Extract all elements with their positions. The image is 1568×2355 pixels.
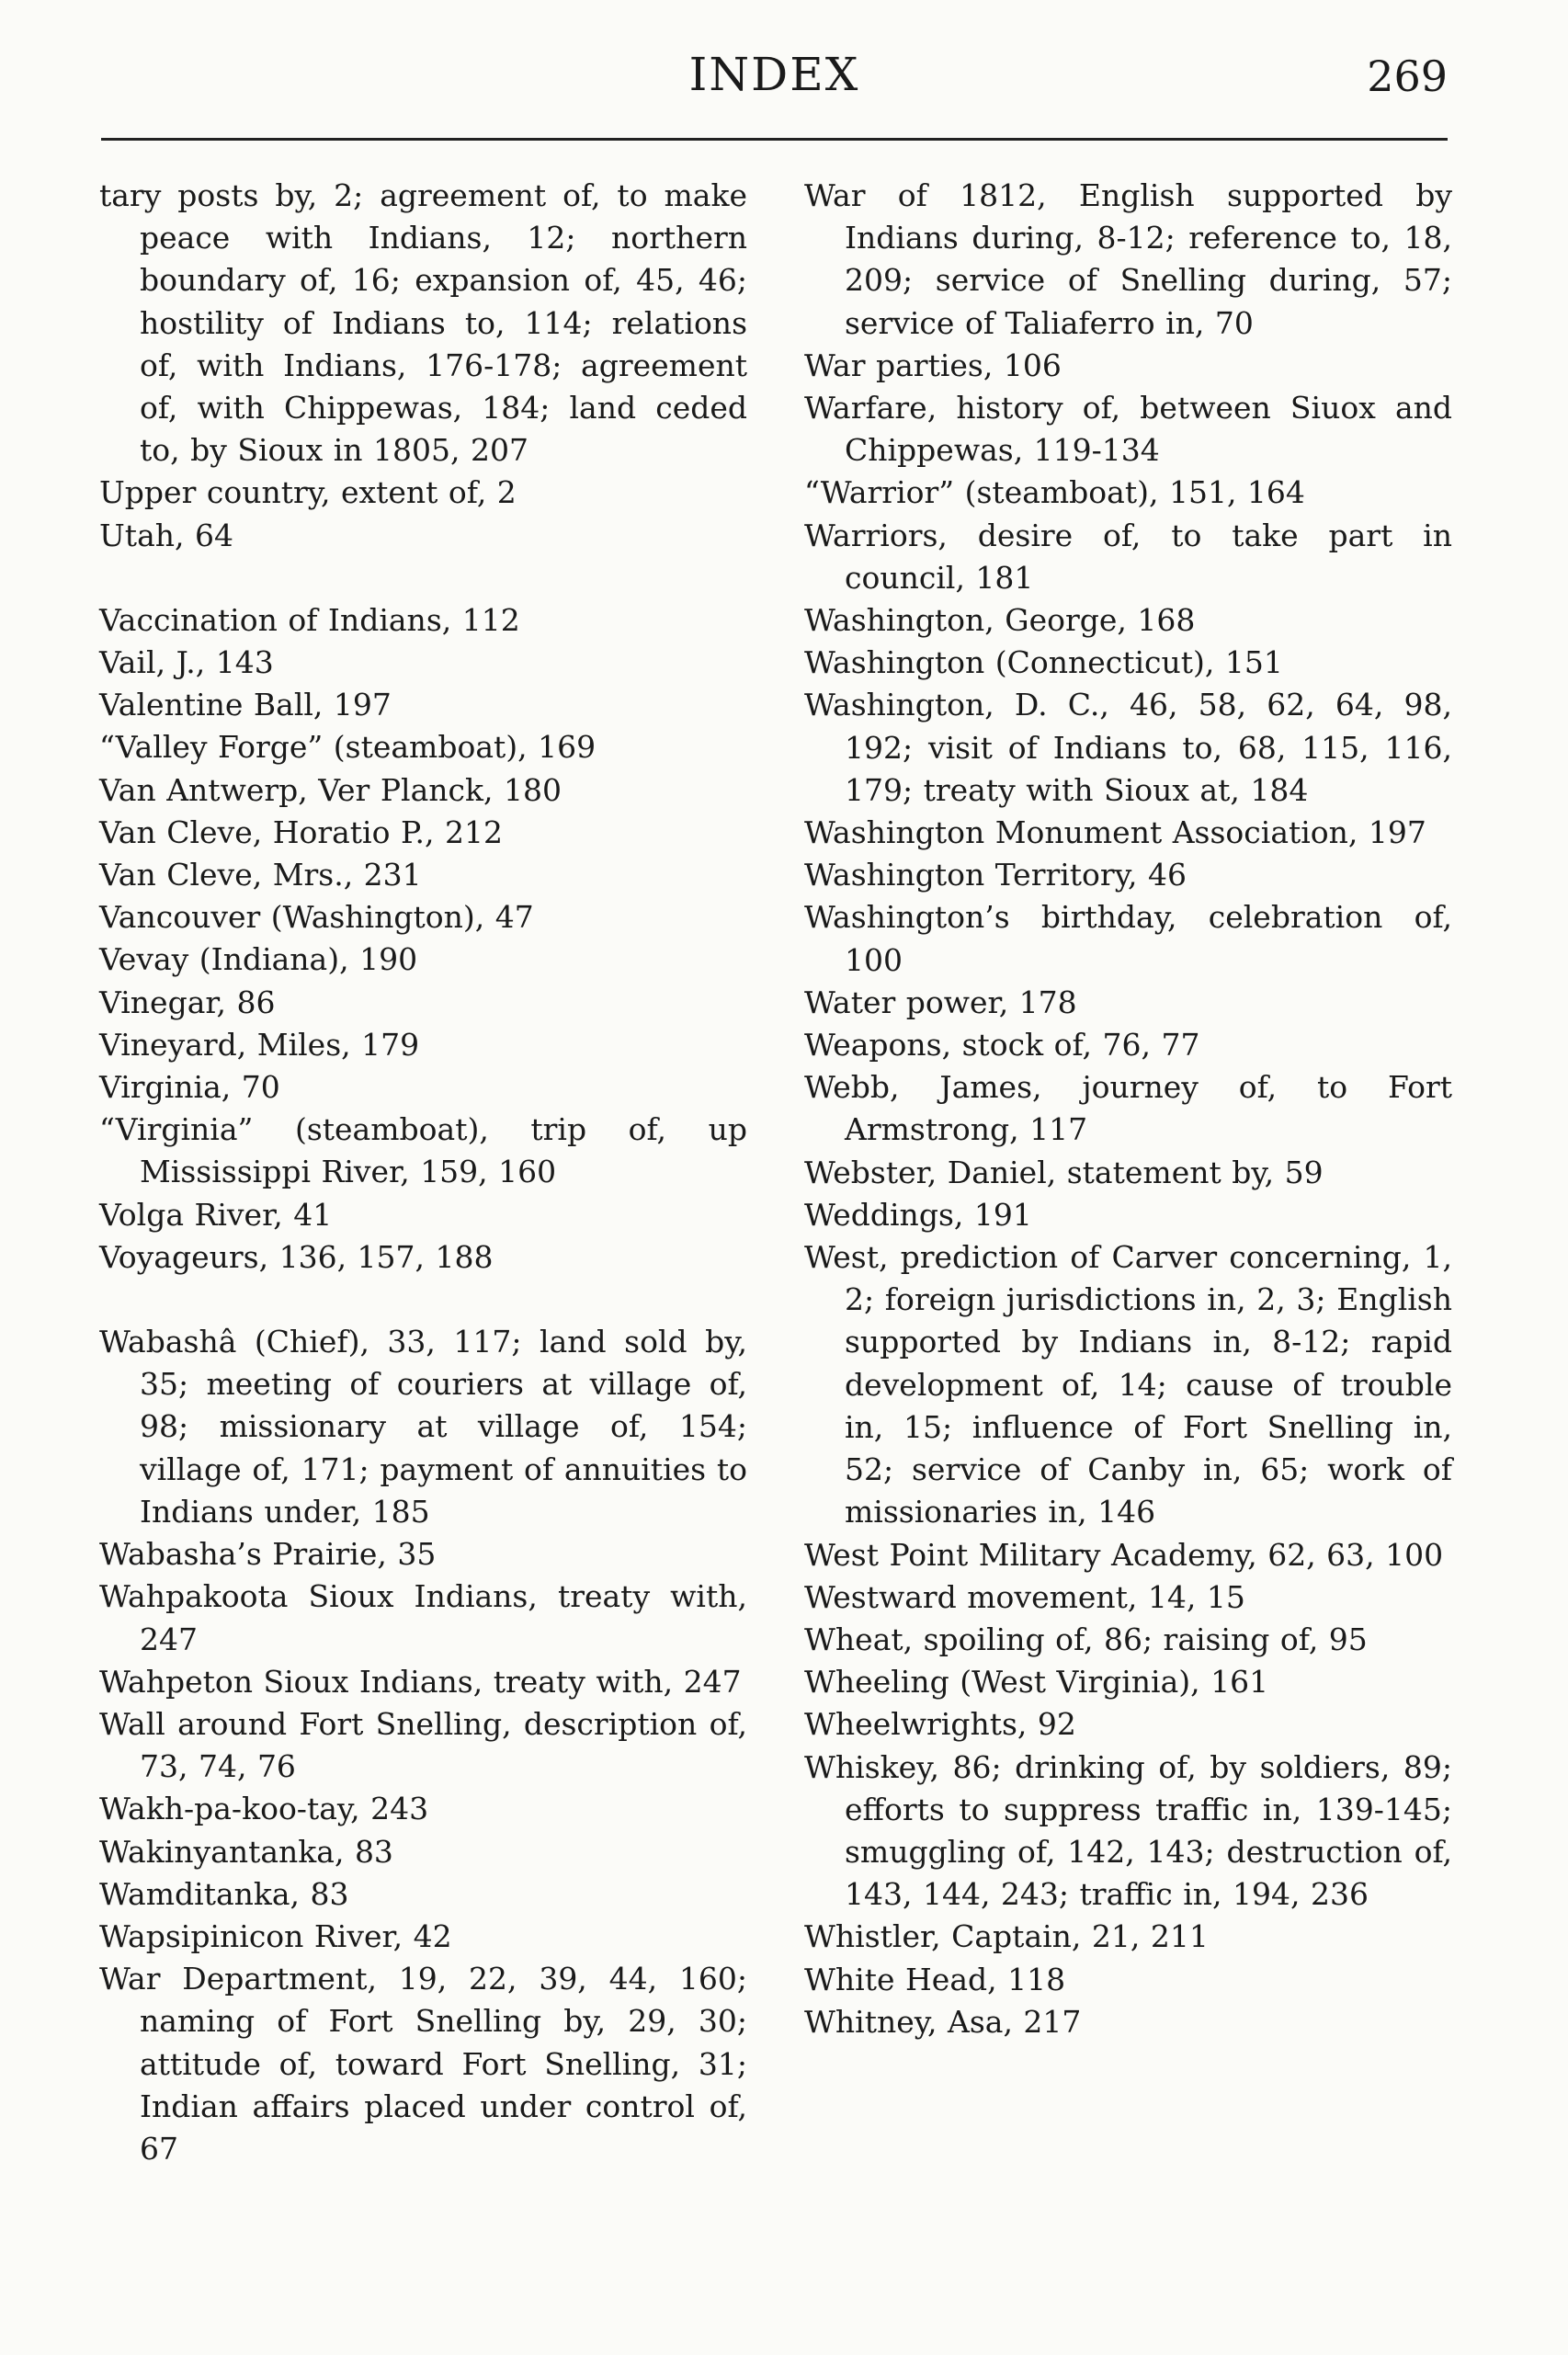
index-entry: Utah, 64 bbox=[99, 517, 233, 553]
index-entry: War Department, 19, 22, 39, 44, 160; naming of Fort Snelling by, 29, 30; attitude of, toward Fort Snelling, 31; Indian affairs placed under control of, 67 bbox=[99, 1961, 747, 2167]
index-entry: Water power, 178 bbox=[804, 984, 1077, 1020]
index-entry: Warriors, desire of, to take part in council, 181 bbox=[804, 517, 1452, 596]
index-entry: Washington Monument Association, 197 bbox=[804, 814, 1426, 851]
index-entry: Wahpeton Sioux Indians, treaty with, 247 bbox=[99, 1663, 742, 1700]
index-entry: Vevay (Indiana), 190 bbox=[99, 941, 418, 978]
index-entry: War of 1812, English supported by Indians during, 8-12; reference to, 18, 209; service of Snelling during, 57; service of Taliaferro in, 70 bbox=[804, 177, 1452, 341]
index-entry: Vail, J., 143 bbox=[99, 644, 274, 681]
index-entry: Washington Territory, 46 bbox=[804, 857, 1187, 893]
index-entry: Wahpakoota Sioux Indians, treaty with, 247 bbox=[99, 1578, 747, 1657]
index-entry: Wabasha’s Prairie, 35 bbox=[99, 1536, 437, 1573]
index-entry: West, prediction of Carver concerning, 1, 2; foreign jurisdictions in, 2, 3; English supported by Indians in, 8-12; rapid development of, 14; cause of trouble in, 15; influence of Fort Snelling in, 52; service of Canby in, 65; work of missionaries in, 146 bbox=[804, 1239, 1452, 1530]
index-entry: Van Antwerp, Ver Planck, 180 bbox=[99, 771, 562, 808]
index-entry: West Point Military Academy, 62, 63, 100 bbox=[804, 1536, 1444, 1573]
index-entry: tary posts by, 2; agreement of, to make peace with Indians, 12; northern boundary of, 16; expansion of, 45, 46; hostility of Indians to, 114; relations of, with Indians, 176-178; agreement of, with Chippewas, 184; land ceded to, by Sioux in 1805, 207 bbox=[99, 177, 747, 469]
page-number: 269 bbox=[1367, 51, 1448, 101]
index-entry: Weapons, stock of, 76, 77 bbox=[804, 1027, 1200, 1064]
index-entry: Van Cleve, Mrs., 231 bbox=[99, 857, 422, 893]
index-entry: Virginia, 70 bbox=[99, 1069, 280, 1106]
index-entry: Wheeling (West Virginia), 161 bbox=[804, 1664, 1269, 1701]
index-entry: Wapsipinicon River, 42 bbox=[99, 1917, 452, 1954]
index-entry: Wakinyantanka, 83 bbox=[99, 1833, 393, 1870]
index-entry: Voyageurs, 136, 157, 188 bbox=[99, 1238, 494, 1275]
index-entry: Upper country, extent of, 2 bbox=[99, 474, 517, 511]
index-entry: Vaccination of Indians, 112 bbox=[99, 601, 520, 638]
page-header bbox=[101, 48, 1448, 112]
index-entry: Volga River, 41 bbox=[99, 1196, 333, 1233]
index-entry: Weddings, 191 bbox=[804, 1196, 1032, 1233]
header-rule bbox=[101, 138, 1448, 141]
index-entry: Whiskey, 86; drinking of, by soldiers, 89; efforts to suppress traffic in, 139-145; smuggling of, 142, 143; destruction of, 143, 144, 243; traffic in, 194, 236 bbox=[804, 1748, 1452, 1913]
index-entry: Van Cleve, Horatio P., 212 bbox=[99, 813, 503, 850]
index-entry: Washington (Connecticut), 151 bbox=[804, 644, 1283, 681]
index-entry: Vineyard, Miles, 179 bbox=[99, 1026, 420, 1063]
index-entry: War parties, 106 bbox=[804, 347, 1062, 383]
index-entry: Washington’s birthday, celebration of, 100 bbox=[804, 899, 1452, 978]
index-entry: Webster, Daniel, statement by, 59 bbox=[804, 1154, 1324, 1190]
index-entry: Wall around Fort Snelling, description of, 73, 74, 76 bbox=[99, 1705, 747, 1785]
index-entry: Washington, George, 168 bbox=[804, 602, 1196, 639]
index-entry: Wabashâ (Chief), 33, 117; land sold by, 35; meeting of couriers at village of, 98; missionary at village of, 154; village of, 171; payment of annuities to Indians under, 185 bbox=[99, 1324, 747, 1530]
running-title: INDEX bbox=[688, 48, 860, 101]
index-entry: Whitney, Asa, 217 bbox=[804, 2003, 1082, 2040]
index-entry: Vancouver (Washington), 47 bbox=[99, 899, 534, 936]
index-entry: “Virginia” (steamboat), trip of, up Mississippi River, 159, 160 bbox=[99, 1111, 747, 1190]
index-entry: Wakh-pa-koo-tay, 243 bbox=[99, 1791, 429, 1827]
index-entry: Wheat, spoiling of, 86; raising of, 95 bbox=[804, 1621, 1368, 1657]
index-entry: Washington, D. C., 46, 58, 62, 64, 98, 192; visit of Indians to, 68, 115, 116, 179; treaty with Sioux at, 184 bbox=[804, 687, 1452, 808]
index-entry: Westward movement, 14, 15 bbox=[804, 1578, 1245, 1615]
index-entry: Webb, James, journey of, to Fort Armstrong, 117 bbox=[804, 1069, 1452, 1148]
right-column bbox=[804, 175, 1452, 2043]
index-entry: Warfare, history of, between Siuox and Chippewas, 119-134 bbox=[804, 390, 1452, 469]
index-entry: Valentine Ball, 197 bbox=[99, 687, 392, 723]
index-entry: Wamditanka, 83 bbox=[99, 1875, 349, 1912]
index-entry: Whistler, Captain, 21, 211 bbox=[804, 1918, 1209, 1955]
index-entry: Wheelwrights, 92 bbox=[804, 1706, 1076, 1743]
left-column bbox=[99, 175, 747, 2170]
index-entry: White Head, 118 bbox=[804, 1961, 1066, 1997]
index-entry: “Warrior” (steamboat), 151, 164 bbox=[804, 474, 1305, 511]
index-entry: Vinegar, 86 bbox=[99, 984, 276, 1020]
index-entry: “Valley Forge” (steamboat), 169 bbox=[99, 729, 597, 766]
